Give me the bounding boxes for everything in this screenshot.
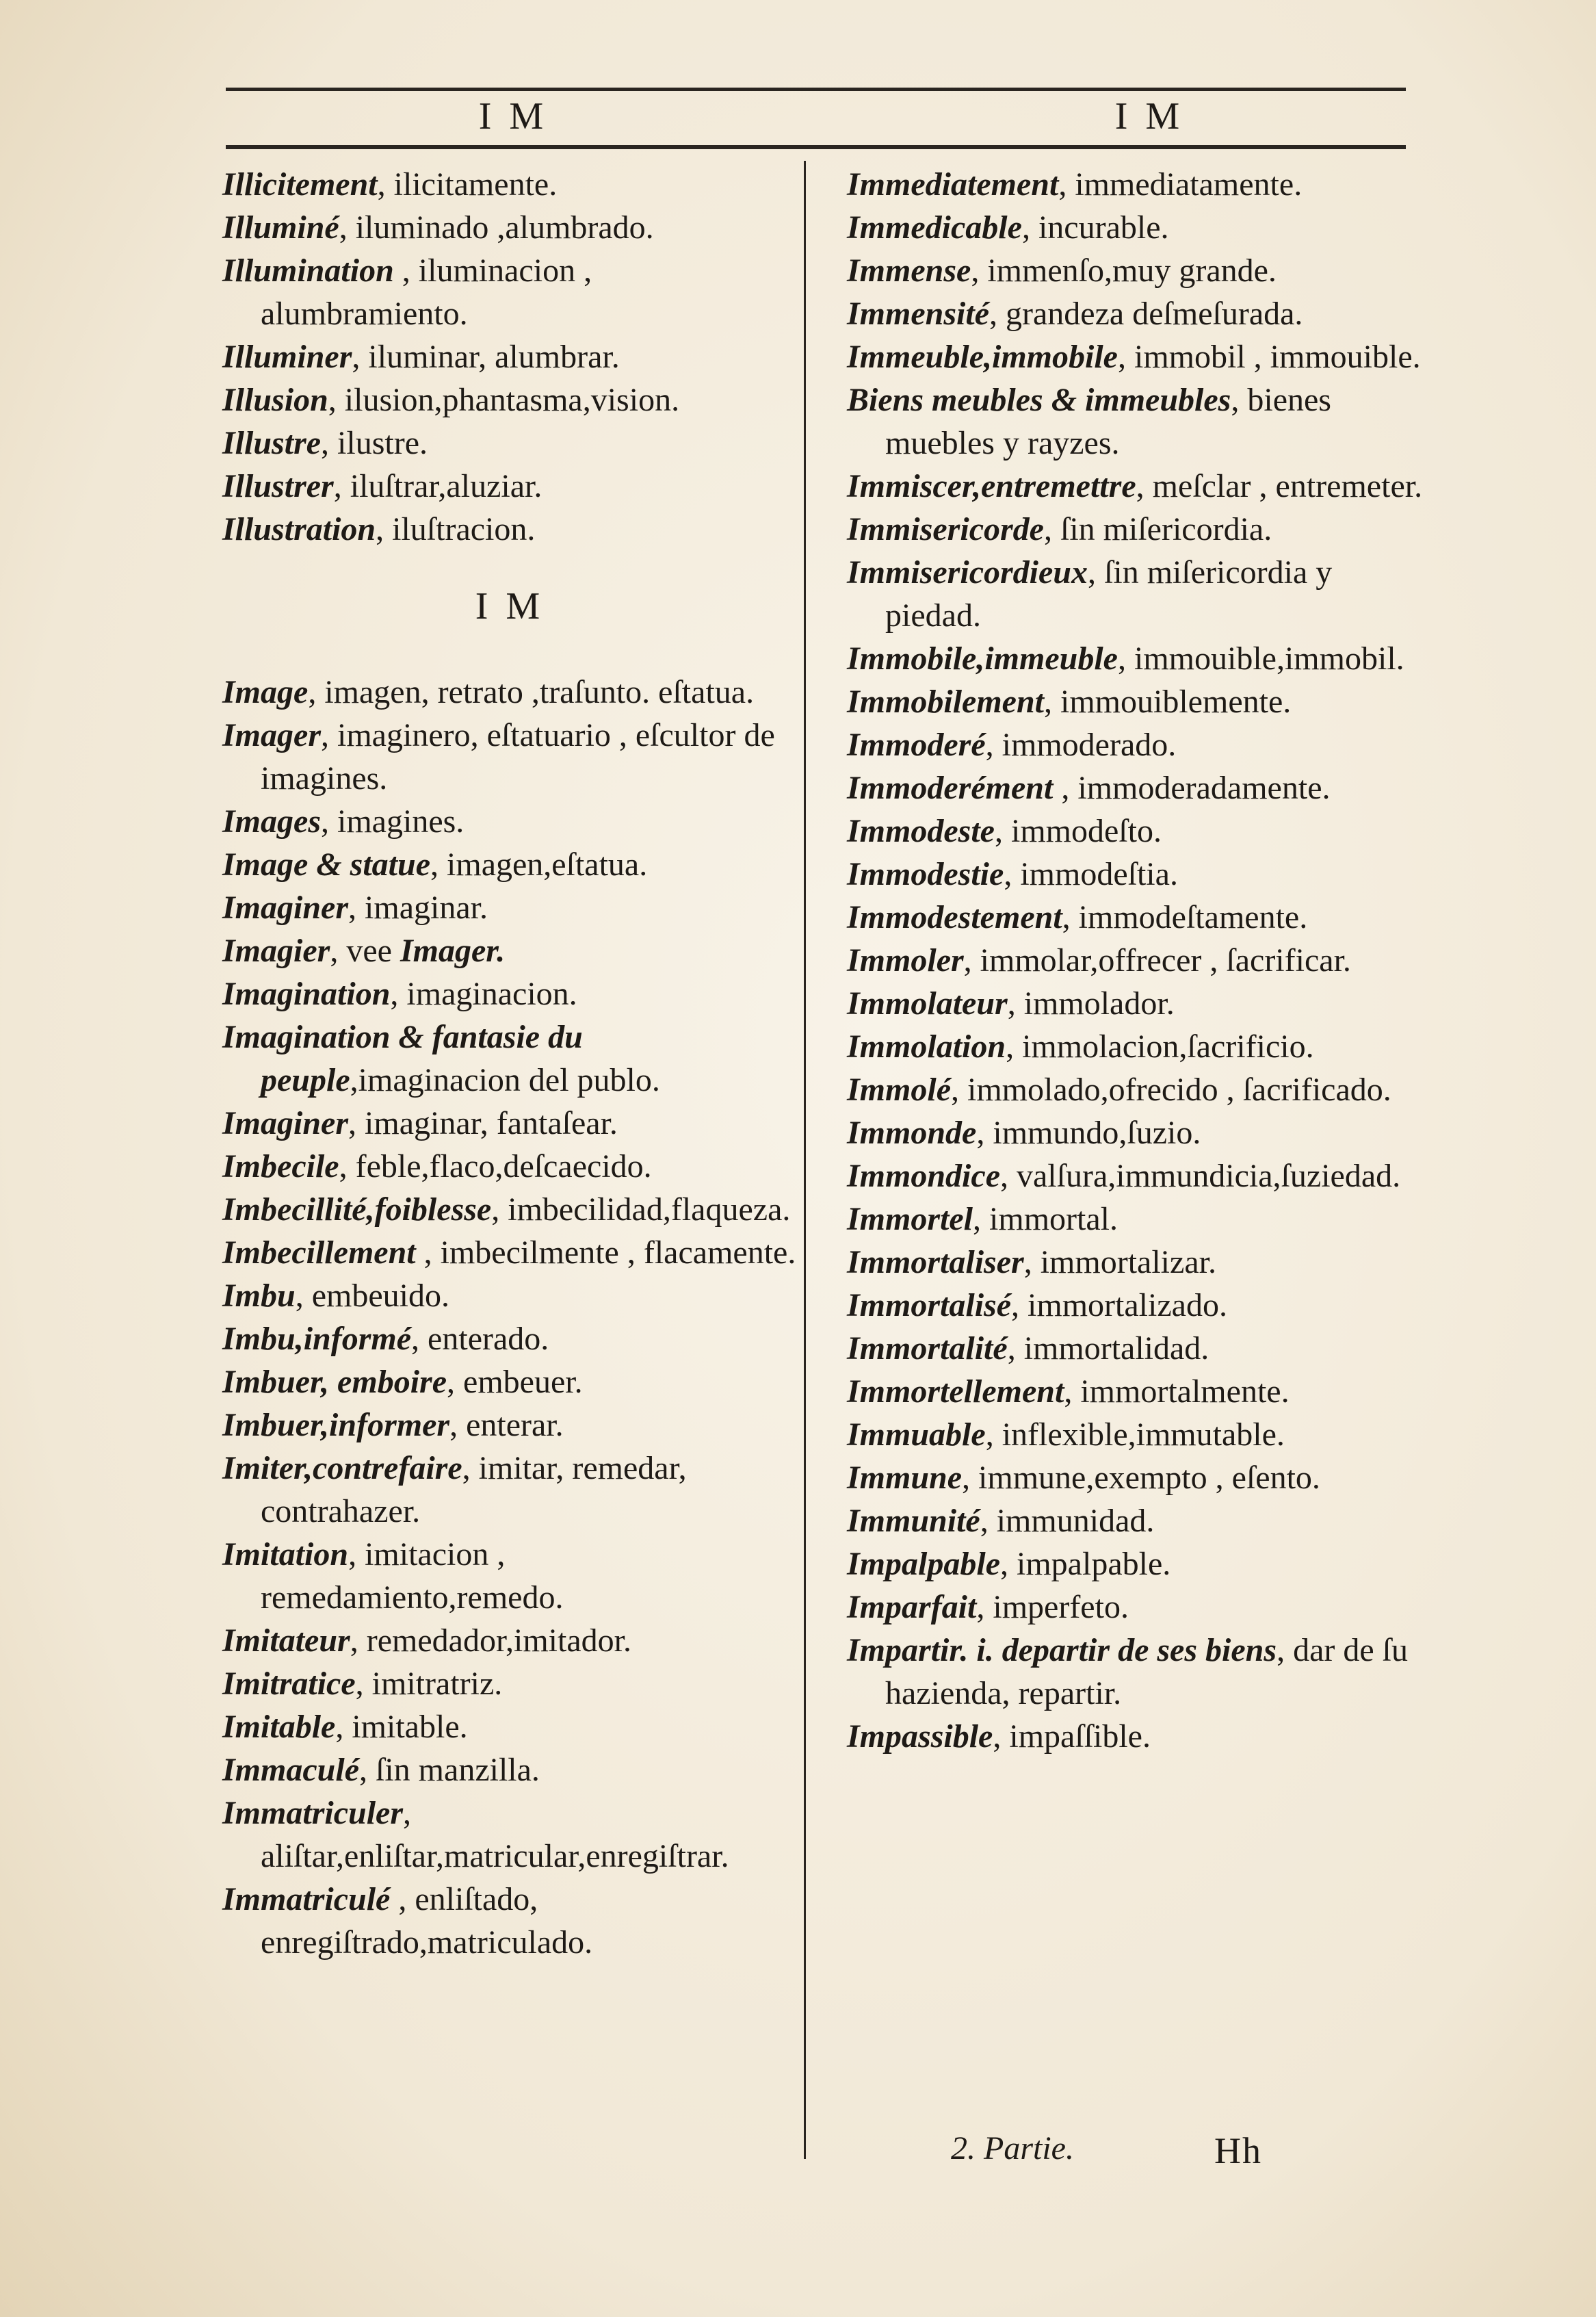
- translation: , immortalizar.: [1023, 1244, 1216, 1280]
- cross-reference: Imager.: [400, 933, 506, 969]
- translation: , immolacion,ſacrificio.: [1006, 1028, 1314, 1065]
- dictionary-entry: [847, 1370, 1423, 1413]
- headword: Imbu: [222, 1278, 296, 1314]
- headword: Impalpable: [847, 1546, 1000, 1582]
- running-head-left: I M: [478, 95, 548, 138]
- signature-mark: Hh: [1214, 2130, 1262, 2171]
- dictionary-entry: [847, 680, 1423, 723]
- dictionary-entry: [222, 843, 797, 886]
- translation: , immodeſto.: [994, 813, 1162, 849]
- translation: , grandeza deſmeſurada.: [989, 296, 1303, 332]
- translation: , enterar.: [449, 1407, 564, 1443]
- dictionary-entry: [222, 1188, 797, 1231]
- translation: , ſin manzilla.: [359, 1752, 540, 1788]
- dictionary-entry: [222, 800, 797, 843]
- dictionary-entry: [847, 810, 1423, 853]
- dictionary-entry: [222, 1231, 797, 1274]
- headword: Imagier: [222, 933, 330, 969]
- dictionary-entry: [222, 1274, 797, 1317]
- translation: , immortalmente.: [1064, 1373, 1290, 1410]
- dictionary-entry: [847, 292, 1423, 335]
- headword: Immortalité: [847, 1330, 1008, 1367]
- headword: Immedicable: [847, 209, 1022, 246]
- headword: Immodeste: [847, 813, 995, 849]
- dictionary-entry: [847, 163, 1423, 206]
- dictionary-entry: [222, 508, 797, 551]
- running-head-right: I M: [1114, 95, 1184, 138]
- headword: Immobilement: [847, 684, 1044, 720]
- headword: Immeuble,immobile: [847, 339, 1118, 375]
- translation: , immunidad.: [980, 1503, 1155, 1539]
- dictionary-entry: [847, 508, 1423, 551]
- headword: Imager: [222, 717, 321, 753]
- dictionary-entry: [847, 1025, 1423, 1068]
- translation: , impalpable.: [1000, 1546, 1171, 1582]
- translation: , imitable.: [335, 1709, 468, 1745]
- translation: , imagen, retrato ,traſunto. eſtatua.: [308, 674, 755, 710]
- translation: , imitar, remedar, contrahazer.: [261, 1450, 687, 1529]
- translation: , meſclar , entremeter.: [1136, 468, 1423, 504]
- left-entries-bottom: [222, 671, 797, 1964]
- translation: , immobil , immouible.: [1117, 339, 1421, 375]
- headword: Imagination & fantasie du peuple: [222, 1019, 583, 1098]
- headword: Illustre: [222, 425, 322, 461]
- headword: Impartir. i. departir de ses biens: [847, 1632, 1277, 1668]
- translation: , imagines.: [321, 803, 465, 840]
- dictionary-entry: [847, 766, 1423, 810]
- dictionary-entry: [222, 1447, 797, 1533]
- translation: , impaſſible.: [993, 1718, 1151, 1755]
- headword: Immolé: [847, 1072, 951, 1108]
- dictionary-entry: [847, 1542, 1423, 1585]
- headword: Immiscer,entremettre: [847, 468, 1136, 504]
- translation: , immolador.: [1007, 985, 1175, 1022]
- dictionary-entry: [222, 1145, 797, 1188]
- dictionary-entry: [847, 896, 1423, 939]
- headword: Imaginer: [222, 890, 349, 926]
- headword: Imitateur: [222, 1622, 350, 1659]
- headword: Imitable: [222, 1709, 336, 1745]
- translation: , imaginar.: [348, 890, 488, 926]
- headword: Immortaliser: [847, 1244, 1024, 1280]
- dictionary-entry: [847, 551, 1423, 637]
- translation: , iluminacion , alumbramiento.: [261, 253, 592, 332]
- translation: , imaginero, eſtatuario , eſcultor de imagines.: [261, 717, 775, 797]
- headword: Image & statue: [222, 846, 431, 883]
- translation: , iluminar, alumbrar.: [352, 339, 620, 375]
- right-column: [847, 163, 1423, 1758]
- headword: Immatriculer: [222, 1795, 404, 1831]
- dictionary-entry: [847, 939, 1423, 982]
- translation: , feble,flaco,deſcaecido.: [339, 1148, 652, 1185]
- dictionary-entry: [222, 1360, 797, 1403]
- headword: Immodestement: [847, 899, 1062, 935]
- headword: Imaginer: [222, 1105, 349, 1141]
- header-rule: [226, 145, 1406, 149]
- headword: Immobile,immeuble: [847, 640, 1118, 677]
- dictionary-entry: [222, 335, 797, 378]
- dictionary-entry: [847, 335, 1423, 378]
- headword: Imbuer, emboire: [222, 1364, 447, 1400]
- headword: Image: [222, 674, 309, 710]
- headword: Imbecile: [222, 1148, 339, 1185]
- headword: Immortel: [847, 1201, 973, 1237]
- translation: , imaginacion.: [390, 976, 577, 1012]
- headword: Illustration: [222, 511, 376, 547]
- headword: Immodestie: [847, 856, 1004, 892]
- dictionary-entry: [847, 206, 1423, 249]
- footer-part: 2. Partie.: [951, 2130, 1074, 2166]
- translation: , ilusion,phantasma,vision.: [328, 382, 680, 418]
- dictionary-entry: [222, 249, 797, 335]
- headword: Imiter,contrefaire: [222, 1450, 462, 1486]
- dictionary-entry: [222, 465, 797, 508]
- translation: , incurable.: [1021, 209, 1169, 246]
- translation: , embeuido.: [295, 1278, 449, 1314]
- left-column: [222, 163, 797, 1964]
- translation: ,imaginacion del publo.: [350, 1062, 660, 1098]
- translation: , imbecilidad,flaqueza.: [491, 1191, 791, 1228]
- translation: , imperfeto.: [976, 1589, 1129, 1625]
- headword: Imbecillité,foiblesse: [222, 1191, 492, 1228]
- translation: , immediatamente.: [1058, 166, 1303, 203]
- dictionary-entry: [222, 886, 797, 929]
- translation: , immortalizado.: [1011, 1287, 1227, 1323]
- headword: Immaculé: [222, 1752, 359, 1788]
- dictionary-entry: [847, 1241, 1423, 1284]
- dictionary-entry: [222, 714, 797, 800]
- dictionary-entry: [847, 637, 1423, 680]
- top-rule: [226, 88, 1406, 91]
- translation: , aliſtar,enliſtar,matricular,enregiſtrar.: [261, 1795, 729, 1874]
- translation: , immouible,immobil.: [1117, 640, 1404, 677]
- translation: , immenſo,muy grande.: [971, 253, 1277, 289]
- headword: Imitation: [222, 1536, 349, 1572]
- dictionary-entry: [222, 1705, 797, 1748]
- translation: , remedador,imitador.: [350, 1622, 631, 1659]
- right-entries: [847, 163, 1423, 1758]
- translation: , immouiblemente.: [1044, 684, 1292, 720]
- left-entries-top: [222, 163, 797, 551]
- translation: , iluſtrar,aluziar.: [333, 468, 542, 504]
- headword: Illuminé: [222, 209, 339, 246]
- translation: , immodeſtamente.: [1062, 899, 1308, 935]
- headword: Illusion: [222, 382, 328, 418]
- dictionary-entry: [847, 1154, 1423, 1198]
- dictionary-entry: [222, 422, 797, 465]
- dictionary-entry: [222, 1015, 797, 1102]
- headword: Immoler: [847, 942, 964, 979]
- dictionary-entry: [222, 671, 797, 714]
- translation: , ſin miſericordia y piedad.: [885, 554, 1333, 634]
- headword: Immoderément: [847, 770, 1054, 806]
- translation: , immoderadamente.: [1053, 770, 1331, 806]
- headword: Immolation: [847, 1028, 1006, 1065]
- headword: Imagination: [222, 976, 391, 1012]
- translation: , valſura,immundicia,ſuziedad.: [1000, 1158, 1401, 1194]
- translation: , imbecilmente , flacamente.: [415, 1234, 796, 1271]
- headword: Immisericorde: [847, 511, 1044, 547]
- translation: , immolado,ofrecido , ſacrificado.: [951, 1072, 1391, 1108]
- dictionary-entry: [222, 378, 797, 422]
- headword: Illumination: [222, 253, 394, 289]
- headword: Imparfait: [847, 1589, 977, 1625]
- headword: Illuminer: [222, 339, 352, 375]
- section-heading: I M: [475, 585, 545, 627]
- headword: Images: [222, 803, 321, 840]
- headword: Illicitement: [222, 166, 378, 203]
- headword: Immolateur: [847, 985, 1008, 1022]
- dictionary-entry: [222, 972, 797, 1015]
- headword: Immunité: [847, 1503, 980, 1539]
- dictionary-entry: [847, 1111, 1423, 1154]
- dictionary-entry: [847, 1715, 1423, 1758]
- headword: Immense: [847, 253, 971, 289]
- translation: , iluminado ,alumbrado.: [339, 209, 654, 246]
- headword: Imbecillement: [222, 1234, 416, 1271]
- column-divider: [804, 161, 806, 2159]
- headword: Impassible: [847, 1718, 993, 1755]
- dictionary-entry: [222, 1403, 797, 1447]
- headword: Immensité: [847, 296, 990, 332]
- dictionary-entry: [222, 929, 797, 972]
- dictionary-entry: [847, 249, 1423, 292]
- dictionary-entry: [222, 1878, 797, 1964]
- dictionary-entry: [847, 1327, 1423, 1370]
- dictionary-entry: [847, 853, 1423, 896]
- headword: Immisericordieux: [847, 554, 1088, 591]
- dictionary-entry: [222, 206, 797, 249]
- dictionary-entry: [222, 1791, 797, 1878]
- translation: , immolar,offrecer , ſacrificar.: [963, 942, 1351, 979]
- dictionary-entry: [847, 465, 1423, 508]
- translation: , immortalidad.: [1007, 1330, 1209, 1367]
- dictionary-entry: [222, 163, 797, 206]
- headword: Immortalisé: [847, 1287, 1012, 1323]
- translation: , ſin miſericordia.: [1043, 511, 1272, 547]
- dictionary-entry: [222, 1662, 797, 1705]
- headword: Immonde: [847, 1115, 977, 1151]
- translation: , inflexible,immutable.: [985, 1416, 1285, 1453]
- dictionary-entry: [847, 1585, 1423, 1629]
- headword: Immediatement: [847, 166, 1059, 203]
- headword: Imitratice: [222, 1666, 356, 1702]
- headword: Biens meubles & immeubles: [847, 382, 1231, 418]
- translation: , imaginar, fantaſear.: [348, 1105, 618, 1141]
- dictionary-entry: [847, 1499, 1423, 1542]
- dictionary-entry: [847, 1456, 1423, 1499]
- dictionary-entry: [847, 1284, 1423, 1327]
- dictionary-entry: [847, 1413, 1423, 1456]
- translation: , immortal.: [973, 1201, 1118, 1237]
- dictionary-entry: [222, 1619, 797, 1662]
- translation: , enterado.: [411, 1321, 549, 1357]
- translation: , imitratriz.: [355, 1666, 503, 1702]
- translation: , bienes muebles y rayzes.: [885, 382, 1331, 461]
- translation: , ilicitamente.: [377, 166, 558, 203]
- translation: , imagen,eſtatua.: [430, 846, 648, 883]
- dictionary-entry: [847, 1068, 1423, 1111]
- translation: , dar de ſu hazienda, repartir.: [885, 1632, 1408, 1711]
- translation: , enliſtado, enregiſtrado,matriculado.: [261, 1881, 593, 1960]
- dictionary-entry: [847, 378, 1423, 465]
- translation: , immodeſtia.: [1004, 856, 1178, 892]
- dictionary-entry: [847, 723, 1423, 766]
- headword: Immune: [847, 1460, 963, 1496]
- headword: Immondice: [847, 1158, 1000, 1194]
- dictionary-entry: [847, 1629, 1423, 1715]
- headword: Immoderé: [847, 727, 986, 763]
- translation: , imitacion , remedamiento,remedo.: [261, 1536, 564, 1616]
- dictionary-entry: [222, 1748, 797, 1791]
- headword: Immatriculé: [222, 1881, 391, 1917]
- dictionary-entry: [222, 1317, 797, 1360]
- translation: , immundo,ſuzio.: [976, 1115, 1201, 1151]
- headword: Immortellement: [847, 1373, 1064, 1410]
- translation: , embeuer.: [447, 1364, 583, 1400]
- dictionary-entry: [222, 1102, 797, 1145]
- headword: Illustrer: [222, 468, 334, 504]
- headword: Imbuer,informer: [222, 1407, 450, 1443]
- translation: , iluſtracion.: [376, 511, 536, 547]
- translation: , immune,exempto , eſento.: [962, 1460, 1320, 1496]
- dictionary-entry: [847, 982, 1423, 1025]
- translation: , immoderado.: [985, 727, 1177, 763]
- dictionary-entry: [222, 1533, 797, 1619]
- headword: Immuable: [847, 1416, 986, 1453]
- translation: , vee: [330, 933, 400, 969]
- translation: , ilustre.: [321, 425, 428, 461]
- headword: Imbu,informé: [222, 1321, 412, 1357]
- dictionary-entry: [847, 1198, 1423, 1241]
